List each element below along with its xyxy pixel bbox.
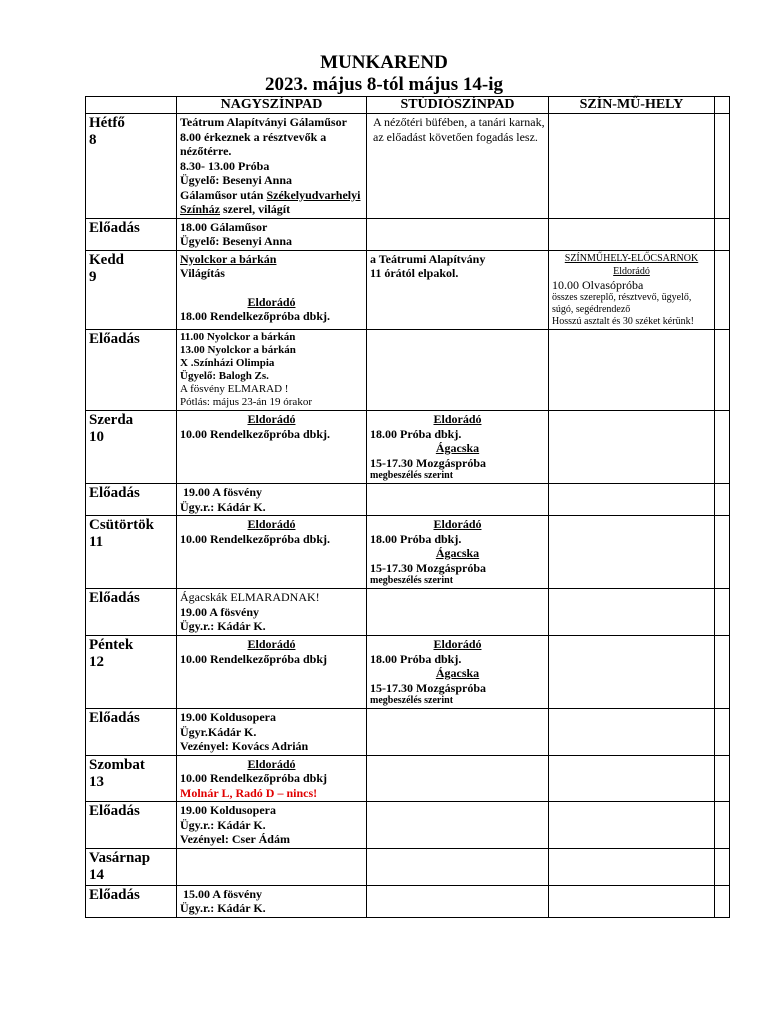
nagyszinpad-cell bbox=[177, 250, 367, 330]
event-line: Ügyr.Kádár K. bbox=[180, 724, 257, 739]
header-szin-mu-hely: SZÍN-MŰ-HELY bbox=[549, 97, 715, 114]
event-line: 19.00 A fösvény bbox=[180, 604, 260, 619]
szin-mu-hely-cell bbox=[549, 755, 715, 802]
szin-mu-hely-cell bbox=[549, 411, 715, 484]
nagyszinpad-cell bbox=[177, 114, 367, 219]
szin-mu-hely-cell bbox=[549, 250, 715, 330]
event-line: Ágacskák ELMARADNAK! bbox=[180, 590, 320, 604]
event-line: 19.00 Koldusopera bbox=[180, 710, 277, 724]
event-line: Pótlás: május 23-án 19 órakor bbox=[180, 396, 312, 408]
day-cell bbox=[86, 250, 177, 330]
day-cell: Előadás bbox=[86, 330, 177, 411]
event-line: 15-17.30 Mozgáspróba bbox=[370, 560, 486, 575]
row-saturday bbox=[86, 755, 730, 802]
studioszinpad-cell bbox=[367, 848, 549, 885]
production-title: Ágacska bbox=[435, 666, 480, 680]
production-title: Eldorádó bbox=[433, 412, 482, 426]
day-cell: Előadás bbox=[86, 484, 177, 516]
event-line: A fösvény ELMARAD ! bbox=[180, 383, 289, 395]
event-line: Ügy.r.: Kádár K. bbox=[180, 817, 266, 832]
header-nagyszinpad: NAGYSZÍNPAD bbox=[177, 97, 367, 114]
day-cell bbox=[86, 114, 177, 219]
event-line: 10.00 Olvasópróba bbox=[552, 277, 644, 292]
spacer bbox=[180, 281, 363, 295]
event-line: 15-17.30 Mozgáspróba bbox=[370, 455, 486, 470]
day-number: 9 bbox=[89, 268, 97, 285]
day-label: Csütörtök bbox=[89, 517, 155, 533]
event-line: 18.00 Próba dbkj. bbox=[370, 651, 462, 666]
production-title: Eldorádó bbox=[247, 637, 296, 651]
extra-cell bbox=[715, 802, 730, 849]
warning-note: Molnár L, Radó D – nincs! bbox=[180, 785, 318, 800]
event-line bbox=[180, 188, 363, 217]
production-title: Eldorádó bbox=[247, 756, 296, 771]
day-cell bbox=[86, 636, 177, 709]
event-text: Gálaműsor után bbox=[180, 187, 267, 202]
day-label: Vasárnap bbox=[89, 849, 151, 866]
studioszinpad-cell bbox=[367, 802, 549, 849]
day-cell: Előadás bbox=[86, 218, 177, 250]
szin-mu-hely-cell bbox=[549, 636, 715, 709]
nagyszinpad-cell bbox=[177, 589, 367, 636]
event-line: 8.00 érkeznek a résztvevők a nézőtérre. bbox=[180, 129, 327, 158]
event-line: 18.00 Rendelkezőpróba dbkj. bbox=[180, 309, 331, 323]
event-line: Világítás bbox=[180, 266, 225, 280]
szin-mu-hely-cell bbox=[549, 114, 715, 219]
production-title: Eldorádó bbox=[247, 294, 296, 309]
row-friday-eloadas bbox=[86, 709, 730, 756]
event-note: A nézőtéri büfében, a tanári karnak, az előadást követően fogadás lesz. bbox=[373, 115, 545, 144]
day-cell: Előadás bbox=[86, 802, 177, 849]
studioszinpad-cell bbox=[367, 330, 549, 411]
row-saturday-eloadas bbox=[86, 802, 730, 849]
row-tuesday-eloadas bbox=[86, 330, 730, 411]
nagyszinpad-cell bbox=[177, 330, 367, 411]
event-line: 18.00 Próba dbkj. bbox=[370, 426, 462, 441]
extra-cell bbox=[715, 411, 730, 484]
day-label: Kedd bbox=[89, 251, 125, 268]
extra-cell bbox=[715, 330, 730, 411]
day-cell: Előadás bbox=[86, 885, 177, 917]
event-line: a Teátrumi Alapítvány bbox=[370, 251, 486, 266]
production-title: Eldorádó bbox=[247, 517, 296, 531]
event-line: 13.00 Nyolckor a bárkán bbox=[180, 344, 296, 356]
production-title: Ágacska bbox=[435, 546, 480, 560]
day-number: 13 bbox=[89, 773, 104, 790]
row-tuesday bbox=[86, 250, 730, 330]
row-thursday bbox=[86, 516, 730, 589]
event-line: X .Színházi Olimpia bbox=[180, 357, 275, 369]
nagyszinpad-cell bbox=[177, 516, 367, 589]
studioszinpad-cell bbox=[367, 484, 549, 516]
day-number: 14 bbox=[89, 866, 104, 883]
event-line: megbeszélés szerint bbox=[370, 575, 454, 586]
day-label: Péntek bbox=[89, 637, 134, 653]
nagyszinpad-cell bbox=[177, 636, 367, 709]
row-sunday-eloadas bbox=[86, 885, 730, 917]
day-number: 11 bbox=[89, 534, 104, 550]
day-cell: Előadás bbox=[86, 589, 177, 636]
schedule-table bbox=[85, 96, 730, 918]
header-row bbox=[86, 97, 730, 114]
studioszinpad-cell bbox=[367, 411, 549, 484]
header-day bbox=[86, 97, 177, 114]
extra-cell bbox=[715, 516, 730, 589]
event-line: megbeszélés szerint bbox=[370, 470, 454, 481]
day-cell bbox=[86, 848, 177, 885]
header-extra bbox=[715, 97, 730, 114]
document-title: MUNKAREND bbox=[320, 52, 448, 73]
nagyszinpad-cell bbox=[177, 484, 367, 516]
szin-mu-hely-cell bbox=[549, 709, 715, 756]
extra-cell bbox=[715, 114, 730, 219]
extra-cell bbox=[715, 848, 730, 885]
nagyszinpad-cell bbox=[177, 802, 367, 849]
studioszinpad-cell bbox=[367, 709, 549, 756]
studioszinpad-cell bbox=[367, 755, 549, 802]
event-line: Teátrum Alapítványi Gálaműsor bbox=[180, 115, 347, 129]
event-text: szerel, világít bbox=[220, 202, 291, 216]
extra-cell bbox=[715, 589, 730, 636]
event-line: Hosszú asztalt és 30 széket kérünk! bbox=[552, 316, 694, 327]
header-studioszinpad: STÚDIÓSZÍNPAD bbox=[367, 97, 549, 114]
event-line: 11.00 Nyolckor a bárkán bbox=[180, 331, 296, 343]
production-title: Eldorádó bbox=[433, 637, 482, 651]
extra-cell bbox=[715, 484, 730, 516]
document-subtitle: 2023. május 8-tól május 14-ig bbox=[264, 74, 504, 95]
extra-cell bbox=[715, 709, 730, 756]
day-number: 10 bbox=[89, 429, 104, 445]
nagyszinpad-cell bbox=[177, 755, 367, 802]
szin-mu-hely-cell bbox=[549, 330, 715, 411]
event-line: 15.00 A fösvény bbox=[180, 886, 263, 901]
event-line: 10.00 Rendelkezőpróba dbkj bbox=[180, 771, 328, 785]
production-title: Eldorádó bbox=[613, 265, 650, 277]
event-line: 10.00 Rendelkezőpróba dbkj. bbox=[180, 531, 331, 546]
day-number: 8 bbox=[89, 132, 97, 148]
nagyszinpad-cell bbox=[177, 218, 367, 250]
extra-cell bbox=[715, 755, 730, 802]
event-line: Ügyelő: Besenyi Anna bbox=[180, 173, 293, 187]
studioszinpad-cell bbox=[367, 589, 549, 636]
event-line: 11 órától elpakol. bbox=[370, 266, 459, 280]
szin-mu-hely-cell bbox=[549, 516, 715, 589]
day-number: 12 bbox=[89, 654, 104, 670]
production-title: Eldorádó bbox=[247, 412, 296, 426]
extra-cell bbox=[715, 636, 730, 709]
event-line: 19.00 Koldusopera bbox=[180, 803, 277, 817]
szin-mu-hely-cell bbox=[549, 802, 715, 849]
szin-mu-hely-cell bbox=[549, 848, 715, 885]
nagyszinpad-cell bbox=[177, 709, 367, 756]
event-line: 15-17.30 Mozgáspróba bbox=[370, 680, 486, 695]
szin-mu-hely-cell bbox=[549, 589, 715, 636]
event-line: 18.00 Gálaműsor bbox=[180, 219, 268, 234]
studioszinpad-cell bbox=[367, 885, 549, 917]
event-line: 19.00 A fösvény bbox=[180, 485, 263, 499]
event-line: 10.00 Rendelkezőpróba dbkj bbox=[180, 651, 328, 666]
production-title: Ágacska bbox=[435, 441, 480, 455]
row-wednesday bbox=[86, 411, 730, 484]
venue-label: SZÍNMŰHELY-ELŐCSARNOK bbox=[564, 252, 699, 264]
event-line: Ügy.r.: Kádár K. bbox=[180, 499, 266, 514]
studioszinpad-cell bbox=[367, 516, 549, 589]
event-line: Vezényel: Cser Ádám bbox=[180, 832, 290, 846]
event-line: Ügy.r.: Kádár K. bbox=[180, 901, 266, 915]
event-line: 18.00 Próba dbkj. bbox=[370, 531, 462, 546]
event-line: megbeszélés szerint bbox=[370, 695, 454, 706]
nagyszinpad-cell bbox=[177, 885, 367, 917]
row-sunday bbox=[86, 848, 730, 885]
row-monday bbox=[86, 114, 730, 219]
studioszinpad-cell bbox=[367, 218, 549, 250]
production-title: Nyolckor a bárkán bbox=[180, 251, 277, 266]
production-title: Eldorádó bbox=[433, 517, 482, 531]
event-line: Ügyelő: Besenyi Anna bbox=[180, 234, 293, 248]
event-line: Vezényel: Kovács Adrián bbox=[180, 739, 309, 753]
szin-mu-hely-cell bbox=[549, 484, 715, 516]
event-line: Ügy.r.: Kádár K. bbox=[180, 619, 266, 633]
extra-cell bbox=[715, 218, 730, 250]
event-line: Ügyelő: Balogh Zs. bbox=[180, 370, 269, 382]
extra-cell bbox=[715, 250, 730, 330]
theatre-name: Székelyudvarhelyi Színház bbox=[180, 187, 361, 216]
row-thursday-eloadas bbox=[86, 589, 730, 636]
day-label: Hétfő bbox=[89, 115, 125, 131]
day-cell bbox=[86, 411, 177, 484]
row-monday-eloadas bbox=[86, 218, 730, 250]
event-line: 10.00 Rendelkezőpróba dbkj. bbox=[180, 426, 331, 441]
day-cell bbox=[86, 755, 177, 802]
day-cell: Előadás bbox=[86, 709, 177, 756]
nagyszinpad-cell bbox=[177, 411, 367, 484]
extra-cell bbox=[715, 885, 730, 917]
studioszinpad-cell bbox=[367, 114, 549, 219]
studioszinpad-cell bbox=[367, 636, 549, 709]
row-friday bbox=[86, 636, 730, 709]
day-label: Szerda bbox=[89, 412, 134, 428]
studioszinpad-cell bbox=[367, 250, 549, 330]
szin-mu-hely-cell bbox=[549, 218, 715, 250]
row-wednesday-eloadas bbox=[86, 484, 730, 516]
nagyszinpad-cell bbox=[177, 848, 367, 885]
day-cell bbox=[86, 516, 177, 589]
event-line: összes szereplő, résztvevő, ügyelő, súgó, segédrendező bbox=[552, 292, 692, 315]
day-label: Szombat bbox=[89, 756, 145, 773]
szin-mu-hely-cell bbox=[549, 885, 715, 917]
event-line: 8.30- 13.00 Próba bbox=[180, 158, 270, 173]
